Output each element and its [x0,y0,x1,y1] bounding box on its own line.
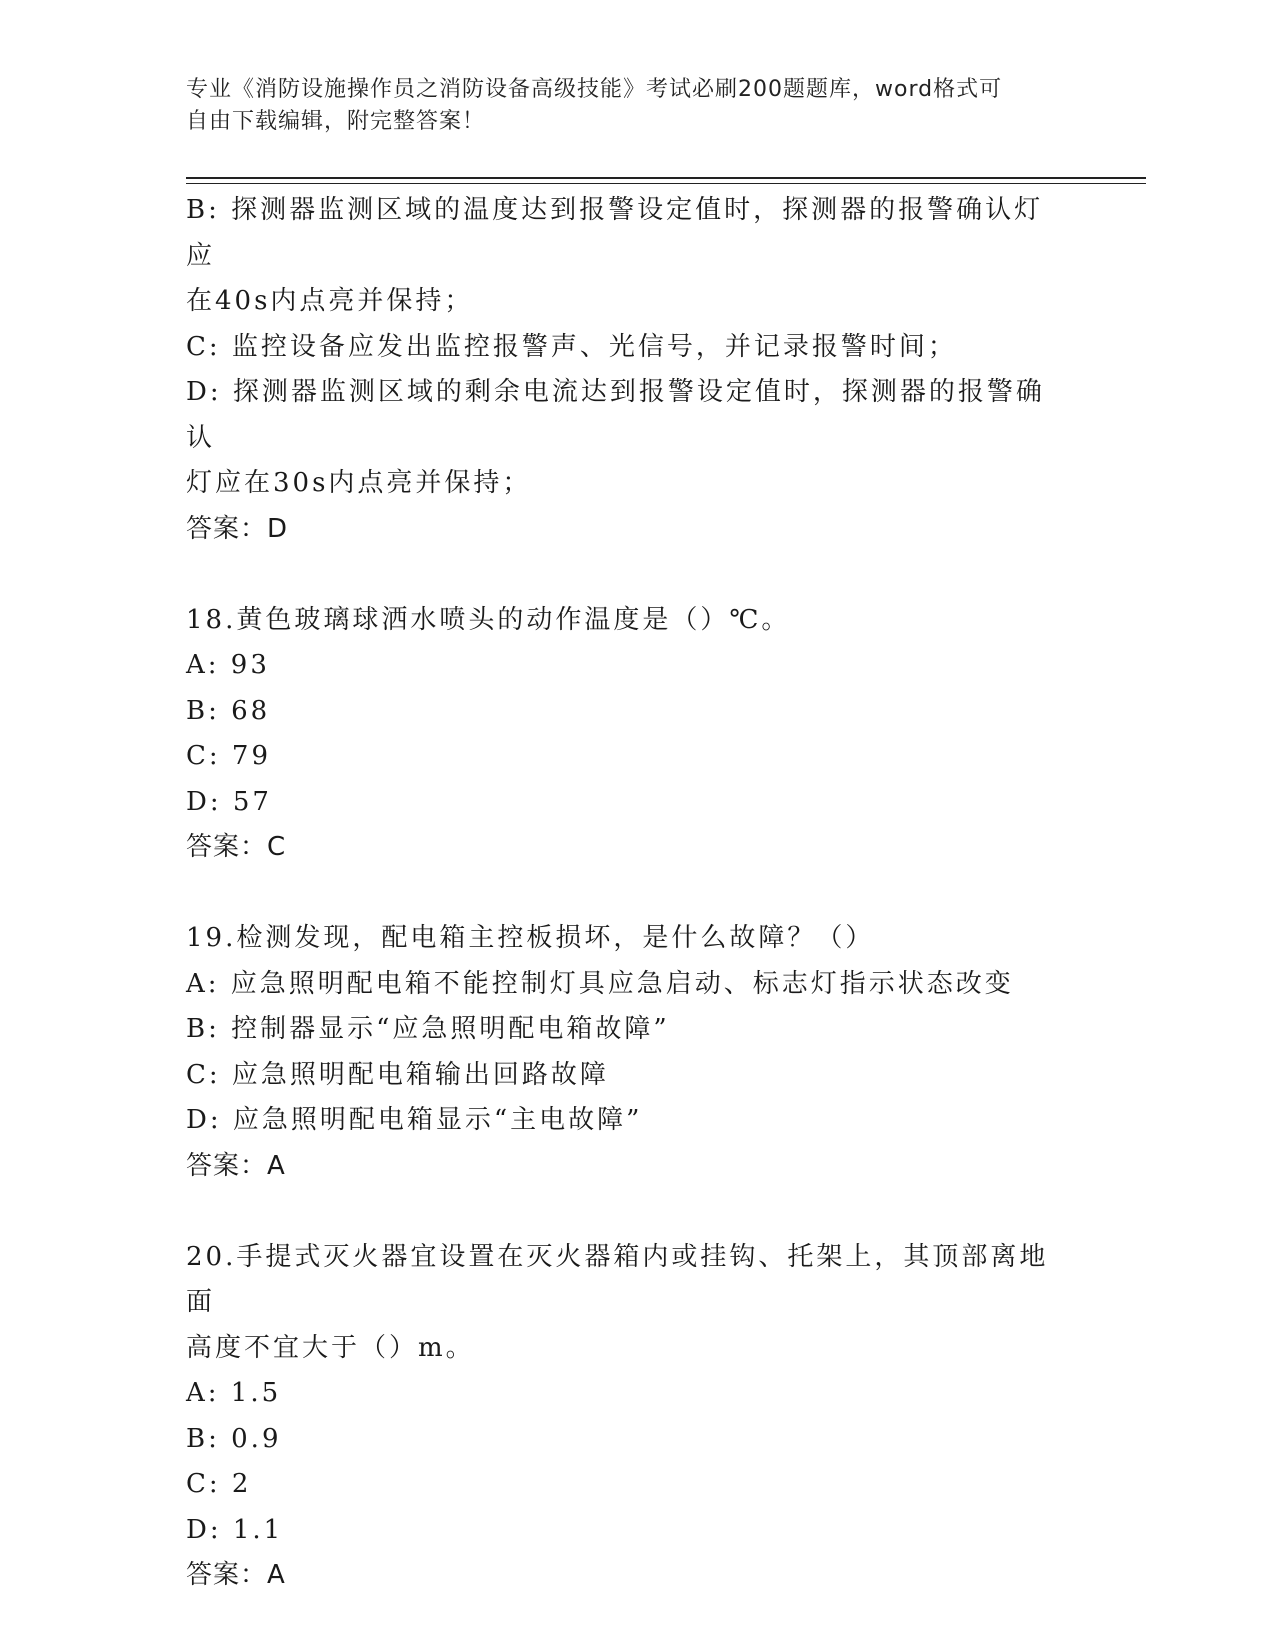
answer-line: 答案：C [186,832,287,862]
question-stem-continued: 高度不宜大于（）m。 [186,1332,475,1363]
option-d: D: 应急照明配电箱显示“主电故障” [186,1105,643,1135]
option-a: A: 93 [186,650,270,680]
answer-line: 答案：A [186,1150,286,1181]
spacer [186,1189,1066,1235]
answer-line: 答案：A [186,1560,286,1590]
option-line: C: 监控设备应发出监控报警声、光信号，并记录报警时间； [186,331,957,362]
option-line: 在40s内点亮并保持； [186,286,474,316]
header-line-1: 专业《消防设施操作员之消防设备高级技能》考试必刷200题题库，word格式可 [186,77,1003,102]
document-body [186,188,1066,1599]
option-line: D: 探测器监测区域的剩余电流达到报警设定值时，探测器的报警确认 [186,377,1045,453]
header-divider-thick [186,177,1146,179]
question-20 [186,1235,1066,1599]
option-a: A: 1.5 [186,1378,282,1408]
header-divider-thin [186,183,1146,184]
question-18 [186,598,1066,871]
question-stem: 18.黄色玻璃球洒水喷头的动作温度是（）℃。 [186,604,791,635]
answer-line: 答案：D [186,513,289,544]
option-d: D: 57 [186,786,272,817]
option-b: B: 68 [186,695,271,726]
question-19 [186,916,1066,1189]
option-a: A: 应急照明配电箱不能控制灯具应急启动、标志灯指示状态改变 [186,968,1014,999]
question-stem: 20.手提式灭火器宜设置在灭火器箱内或挂钩、托架上，其顶部离地面 [186,1241,1049,1317]
option-line: B: 探测器监测区域的温度达到报警设定值时，探测器的报警确认灯应 [186,195,1044,271]
option-line: 灯应在30s内点亮并保持； [186,468,532,498]
option-c: C: 应急照明配电箱输出回路故障 [186,1059,609,1090]
option-b: B: 0.9 [186,1423,282,1454]
question-stem: 19.检测发现，配电箱主控板损坏，是什么故障？（） [186,923,875,953]
document-header [186,74,1066,138]
option-c: C: 2 [186,1469,252,1499]
spacer [186,871,1066,917]
option-b: B: 控制器显示“应急照明配电箱故障” [186,1014,670,1044]
question-17-continued [186,188,1066,552]
option-d: D: 1.1 [186,1514,284,1545]
option-c: C: 79 [186,741,272,771]
header-line-2: 自由下载编辑，附完整答案！ [186,109,486,134]
spacer [186,552,1066,598]
